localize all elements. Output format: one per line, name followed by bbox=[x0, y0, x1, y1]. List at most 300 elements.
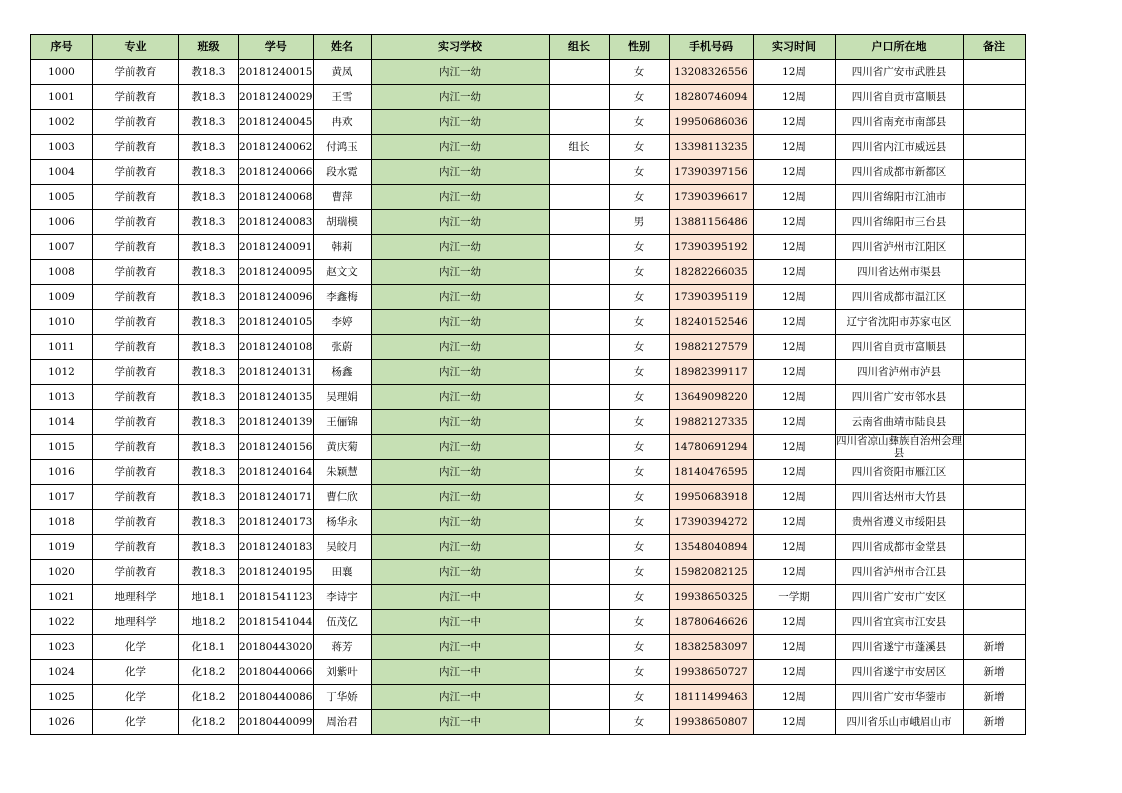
cell-student-id: 20181240108 bbox=[239, 335, 314, 360]
cell-remark bbox=[963, 85, 1025, 110]
header-major: 专业 bbox=[93, 35, 179, 60]
table-row bbox=[31, 710, 1026, 735]
cell-major: 学前教育 bbox=[93, 360, 179, 385]
cell-remark bbox=[963, 460, 1025, 485]
header-name: 姓名 bbox=[313, 35, 371, 60]
cell-student-id: 20180440086 bbox=[239, 685, 314, 710]
cell-remark bbox=[963, 160, 1025, 185]
cell-school: 内江一幼 bbox=[371, 485, 549, 510]
cell-class: 教18.3 bbox=[179, 485, 239, 510]
cell-major: 学前教育 bbox=[93, 235, 179, 260]
cell-class: 教18.3 bbox=[179, 235, 239, 260]
cell-name: 冉欢 bbox=[313, 110, 371, 135]
cell-leader bbox=[549, 310, 609, 335]
cell-gender: 女 bbox=[609, 485, 669, 510]
table-row bbox=[31, 185, 1026, 210]
cell-name: 韩莉 bbox=[313, 235, 371, 260]
cell-leader bbox=[549, 435, 609, 460]
cell-leader bbox=[549, 285, 609, 310]
cell-class: 教18.3 bbox=[179, 160, 239, 185]
cell-student-id: 20181240095 bbox=[239, 260, 314, 285]
cell-name: 付鸿玉 bbox=[313, 135, 371, 160]
cell-name: 刘紫叶 bbox=[313, 660, 371, 685]
cell-major: 学前教育 bbox=[93, 60, 179, 85]
cell-seq: 1001 bbox=[31, 85, 93, 110]
table-row bbox=[31, 485, 1026, 510]
cell-class: 教18.3 bbox=[179, 435, 239, 460]
cell-student-id: 20181240066 bbox=[239, 160, 314, 185]
cell-phone: 17390395119 bbox=[669, 285, 753, 310]
cell-seq: 1021 bbox=[31, 585, 93, 610]
cell-class: 教18.3 bbox=[179, 360, 239, 385]
cell-remark bbox=[963, 285, 1025, 310]
cell-gender: 女 bbox=[609, 385, 669, 410]
header-seq: 序号 bbox=[31, 35, 93, 60]
cell-class: 地18.2 bbox=[179, 610, 239, 635]
cell-seq: 1015 bbox=[31, 435, 93, 460]
cell-student-id: 20181240164 bbox=[239, 460, 314, 485]
cell-major: 化学 bbox=[93, 660, 179, 685]
cell-student-id: 20181240096 bbox=[239, 285, 314, 310]
cell-hometown: 贵州省遵义市绥阳县 bbox=[835, 510, 963, 535]
table-row bbox=[31, 85, 1026, 110]
cell-major: 学前教育 bbox=[93, 560, 179, 585]
cell-class: 教18.3 bbox=[179, 335, 239, 360]
cell-leader: 组长 bbox=[549, 135, 609, 160]
cell-hometown: 四川省遂宁市蓬溪县 bbox=[835, 635, 963, 660]
cell-remark: 新增 bbox=[963, 685, 1025, 710]
cell-period: 12周 bbox=[753, 660, 835, 685]
cell-gender: 男 bbox=[609, 210, 669, 235]
cell-seq: 1013 bbox=[31, 385, 93, 410]
cell-leader bbox=[549, 660, 609, 685]
cell-gender: 女 bbox=[609, 60, 669, 85]
cell-phone: 18780646626 bbox=[669, 610, 753, 635]
cell-leader bbox=[549, 685, 609, 710]
cell-period: 12周 bbox=[753, 260, 835, 285]
cell-remark bbox=[963, 435, 1025, 460]
cell-school: 内江一中 bbox=[371, 610, 549, 635]
cell-phone: 18982399117 bbox=[669, 360, 753, 385]
cell-seq: 1014 bbox=[31, 410, 93, 435]
cell-school: 内江一幼 bbox=[371, 310, 549, 335]
cell-school: 内江一幼 bbox=[371, 185, 549, 210]
cell-school: 内江一中 bbox=[371, 685, 549, 710]
cell-name: 蒋芳 bbox=[313, 635, 371, 660]
cell-remark bbox=[963, 210, 1025, 235]
cell-school: 内江一幼 bbox=[371, 335, 549, 360]
cell-leader bbox=[549, 260, 609, 285]
cell-phone: 13548040894 bbox=[669, 535, 753, 560]
cell-phone: 13398113235 bbox=[669, 135, 753, 160]
cell-name: 朱颖慧 bbox=[313, 460, 371, 485]
table-row bbox=[31, 535, 1026, 560]
cell-hometown: 四川省凉山彝族自治州会理县 bbox=[836, 435, 962, 459]
cell-major: 化学 bbox=[93, 685, 179, 710]
cell-hometown: 四川省绵阳市江油市 bbox=[835, 185, 963, 210]
cell-class: 化18.2 bbox=[179, 685, 239, 710]
cell-class: 教18.3 bbox=[179, 310, 239, 335]
cell-hometown: 四川省内江市威远县 bbox=[835, 135, 963, 160]
cell-major: 学前教育 bbox=[93, 210, 179, 235]
cell-period: 12周 bbox=[753, 310, 835, 335]
cell-hometown: 四川省绵阳市三台县 bbox=[835, 210, 963, 235]
header-phone: 手机号码 bbox=[669, 35, 753, 60]
cell-seq: 1012 bbox=[31, 360, 93, 385]
cell-name: 曹仁欣 bbox=[313, 485, 371, 510]
cell-leader bbox=[549, 635, 609, 660]
cell-phone: 17390397156 bbox=[669, 160, 753, 185]
cell-school: 内江一幼 bbox=[371, 460, 549, 485]
cell-seq: 1000 bbox=[31, 60, 93, 85]
cell-seq: 1025 bbox=[31, 685, 93, 710]
cell-hometown: 四川省成都市金堂县 bbox=[835, 535, 963, 560]
cell-major: 学前教育 bbox=[93, 260, 179, 285]
cell-school: 内江一幼 bbox=[371, 285, 549, 310]
cell-leader bbox=[549, 210, 609, 235]
cell-class: 教18.3 bbox=[179, 460, 239, 485]
table-row bbox=[31, 610, 1026, 635]
cell-hometown: 四川省泸州市合江县 bbox=[835, 560, 963, 585]
cell-leader bbox=[549, 160, 609, 185]
cell-seq: 1009 bbox=[31, 285, 93, 310]
cell-gender: 女 bbox=[609, 285, 669, 310]
cell-phone: 18280746094 bbox=[669, 85, 753, 110]
cell-period: 12周 bbox=[753, 410, 835, 435]
cell-phone: 13881156486 bbox=[669, 210, 753, 235]
cell-period: 12周 bbox=[753, 435, 835, 460]
table-row bbox=[31, 685, 1026, 710]
cell-phone: 19950683918 bbox=[669, 485, 753, 510]
cell-gender: 女 bbox=[609, 585, 669, 610]
cell-school: 内江一幼 bbox=[371, 210, 549, 235]
cell-remark bbox=[963, 185, 1025, 210]
cell-seq: 1002 bbox=[31, 110, 93, 135]
table-row bbox=[31, 210, 1026, 235]
cell-class: 教18.3 bbox=[179, 135, 239, 160]
cell-phone: 13649098220 bbox=[669, 385, 753, 410]
cell-seq: 1017 bbox=[31, 485, 93, 510]
cell-name: 杨华永 bbox=[313, 510, 371, 535]
cell-name: 吴理娟 bbox=[313, 385, 371, 410]
cell-leader bbox=[549, 410, 609, 435]
cell-seq: 1016 bbox=[31, 460, 93, 485]
cell-school: 内江一幼 bbox=[371, 510, 549, 535]
cell-remark bbox=[963, 260, 1025, 285]
cell-period: 12周 bbox=[753, 110, 835, 135]
cell-leader bbox=[549, 85, 609, 110]
header-student-id: 学号 bbox=[239, 35, 314, 60]
cell-student-id: 20181541044 bbox=[239, 610, 314, 635]
cell-seq: 1018 bbox=[31, 510, 93, 535]
cell-gender: 女 bbox=[609, 410, 669, 435]
cell-school: 内江一幼 bbox=[371, 260, 549, 285]
cell-student-id: 20181240131 bbox=[239, 360, 314, 385]
cell-major: 学前教育 bbox=[93, 510, 179, 535]
cell-gender: 女 bbox=[609, 85, 669, 110]
cell-remark bbox=[963, 560, 1025, 585]
cell-period: 12周 bbox=[753, 160, 835, 185]
table-row bbox=[31, 660, 1026, 685]
cell-school: 内江一幼 bbox=[371, 360, 549, 385]
cell-school: 内江一幼 bbox=[371, 410, 549, 435]
cell-phone: 19950686036 bbox=[669, 110, 753, 135]
cell-phone: 17390395192 bbox=[669, 235, 753, 260]
cell-student-id: 20181240135 bbox=[239, 385, 314, 410]
cell-seq: 1024 bbox=[31, 660, 93, 685]
cell-hometown: 四川省自贡市富顺县 bbox=[835, 85, 963, 110]
cell-major: 地理科学 bbox=[93, 585, 179, 610]
cell-seq: 1023 bbox=[31, 635, 93, 660]
cell-leader bbox=[549, 335, 609, 360]
cell-school: 内江一中 bbox=[371, 660, 549, 685]
cell-gender: 女 bbox=[609, 610, 669, 635]
cell-seq: 1006 bbox=[31, 210, 93, 235]
table-row bbox=[31, 435, 1026, 460]
cell-phone: 17390394272 bbox=[669, 510, 753, 535]
cell-hometown: 云南省曲靖市陆良县 bbox=[835, 410, 963, 435]
cell-student-id: 20181240139 bbox=[239, 410, 314, 435]
cell-name: 田襄 bbox=[313, 560, 371, 585]
cell-phone: 19938650807 bbox=[669, 710, 753, 735]
cell-leader bbox=[549, 185, 609, 210]
cell-seq: 1010 bbox=[31, 310, 93, 335]
cell-period: 12周 bbox=[753, 385, 835, 410]
header-school: 实习学校 bbox=[371, 35, 549, 60]
cell-class: 教18.3 bbox=[179, 185, 239, 210]
cell-name: 吴皎月 bbox=[313, 535, 371, 560]
cell-class: 教18.3 bbox=[179, 560, 239, 585]
cell-remark: 新增 bbox=[963, 660, 1025, 685]
cell-period: 12周 bbox=[753, 485, 835, 510]
cell-gender: 女 bbox=[609, 435, 669, 460]
cell-class: 教18.3 bbox=[179, 535, 239, 560]
cell-class: 教18.3 bbox=[179, 85, 239, 110]
cell-remark bbox=[963, 385, 1025, 410]
cell-remark bbox=[963, 485, 1025, 510]
cell-student-id: 20181240015 bbox=[239, 60, 314, 85]
cell-name: 周治君 bbox=[313, 710, 371, 735]
cell-phone: 13208326556 bbox=[669, 60, 753, 85]
cell-hometown: 四川省遂宁市安居区 bbox=[835, 660, 963, 685]
table-body bbox=[31, 60, 1026, 735]
cell-period: 12周 bbox=[753, 335, 835, 360]
cell-phone: 15982082125 bbox=[669, 560, 753, 585]
cell-leader bbox=[549, 360, 609, 385]
cell-remark bbox=[963, 235, 1025, 260]
cell-seq: 1004 bbox=[31, 160, 93, 185]
cell-gender: 女 bbox=[609, 685, 669, 710]
cell-remark bbox=[963, 110, 1025, 135]
table-row bbox=[31, 410, 1026, 435]
cell-seq: 1003 bbox=[31, 135, 93, 160]
cell-major: 地理科学 bbox=[93, 610, 179, 635]
cell-class: 地18.1 bbox=[179, 585, 239, 610]
cell-remark bbox=[963, 510, 1025, 535]
cell-gender: 女 bbox=[609, 660, 669, 685]
cell-seq: 1019 bbox=[31, 535, 93, 560]
cell-hometown: 四川省乐山市峨眉山市 bbox=[835, 710, 963, 735]
cell-remark: 新增 bbox=[963, 635, 1025, 660]
cell-name: 黄凤 bbox=[313, 60, 371, 85]
table-row bbox=[31, 60, 1026, 85]
cell-student-id: 20180443020 bbox=[239, 635, 314, 660]
cell-remark bbox=[963, 360, 1025, 385]
cell-seq: 1011 bbox=[31, 335, 93, 360]
cell-major: 学前教育 bbox=[93, 460, 179, 485]
cell-gender: 女 bbox=[609, 135, 669, 160]
cell-seq: 1026 bbox=[31, 710, 93, 735]
cell-hometown: 四川省泸州市江阳区 bbox=[835, 235, 963, 260]
cell-remark bbox=[963, 135, 1025, 160]
cell-hometown: 四川省广安市邻水县 bbox=[835, 385, 963, 410]
table-row bbox=[31, 335, 1026, 360]
cell-seq: 1007 bbox=[31, 235, 93, 260]
header-gender: 性别 bbox=[609, 35, 669, 60]
cell-period: 12周 bbox=[753, 210, 835, 235]
cell-hometown: 四川省广安市华蓥市 bbox=[835, 685, 963, 710]
cell-leader bbox=[549, 460, 609, 485]
cell-class: 教18.3 bbox=[179, 110, 239, 135]
cell-period: 12周 bbox=[753, 185, 835, 210]
cell-gender: 女 bbox=[609, 235, 669, 260]
cell-leader bbox=[549, 385, 609, 410]
cell-class: 教18.3 bbox=[179, 410, 239, 435]
cell-student-id: 20181240171 bbox=[239, 485, 314, 510]
cell-school: 内江一中 bbox=[371, 635, 549, 660]
cell-hometown: 辽宁省沈阳市苏家屯区 bbox=[835, 310, 963, 335]
cell-gender: 女 bbox=[609, 260, 669, 285]
cell-name: 赵文文 bbox=[313, 260, 371, 285]
cell-class: 教18.3 bbox=[179, 510, 239, 535]
cell-phone: 18111499463 bbox=[669, 685, 753, 710]
cell-period: 一学期 bbox=[753, 585, 835, 610]
cell-remark bbox=[963, 535, 1025, 560]
cell-leader bbox=[549, 485, 609, 510]
cell-student-id: 20181240173 bbox=[239, 510, 314, 535]
table-row bbox=[31, 110, 1026, 135]
cell-student-id: 20181240195 bbox=[239, 560, 314, 585]
cell-student-id: 20181240156 bbox=[239, 435, 314, 460]
header-leader: 组长 bbox=[549, 35, 609, 60]
cell-student-id: 20181541123 bbox=[239, 585, 314, 610]
cell-leader bbox=[549, 560, 609, 585]
cell-major: 学前教育 bbox=[93, 435, 179, 460]
cell-hometown: 四川省宜宾市江安县 bbox=[835, 610, 963, 635]
cell-school: 内江一幼 bbox=[371, 110, 549, 135]
cell-phone: 17390396617 bbox=[669, 185, 753, 210]
cell-major: 学前教育 bbox=[93, 285, 179, 310]
student-internship-table bbox=[30, 34, 1026, 735]
cell-name: 黄庆菊 bbox=[313, 435, 371, 460]
cell-seq: 1005 bbox=[31, 185, 93, 210]
cell-phone: 18140476595 bbox=[669, 460, 753, 485]
cell-hometown: 四川省广安市武胜县 bbox=[835, 60, 963, 85]
cell-period: 12周 bbox=[753, 510, 835, 535]
table-row bbox=[31, 235, 1026, 260]
cell-period: 12周 bbox=[753, 135, 835, 160]
cell-name: 胡瑞模 bbox=[313, 210, 371, 235]
cell-remark bbox=[963, 335, 1025, 360]
table-row bbox=[31, 560, 1026, 585]
table-row bbox=[31, 510, 1026, 535]
cell-name: 曹萍 bbox=[313, 185, 371, 210]
cell-school: 内江一幼 bbox=[371, 235, 549, 260]
header-hometown: 户口所在地 bbox=[835, 35, 963, 60]
cell-phone: 18382583097 bbox=[669, 635, 753, 660]
cell-class: 化18.2 bbox=[179, 710, 239, 735]
cell-major: 学前教育 bbox=[93, 335, 179, 360]
cell-class: 教18.3 bbox=[179, 260, 239, 285]
cell-student-id: 20181240183 bbox=[239, 535, 314, 560]
cell-gender: 女 bbox=[609, 160, 669, 185]
cell-student-id: 20181240068 bbox=[239, 185, 314, 210]
cell-major: 学前教育 bbox=[93, 485, 179, 510]
table-row bbox=[31, 260, 1026, 285]
cell-student-id: 20181240045 bbox=[239, 110, 314, 135]
cell-gender: 女 bbox=[609, 360, 669, 385]
cell-school: 内江一幼 bbox=[371, 85, 549, 110]
cell-class: 教18.3 bbox=[179, 60, 239, 85]
cell-leader bbox=[549, 110, 609, 135]
cell-gender: 女 bbox=[609, 110, 669, 135]
cell-major: 学前教育 bbox=[93, 110, 179, 135]
cell-gender: 女 bbox=[609, 710, 669, 735]
cell-major: 学前教育 bbox=[93, 185, 179, 210]
cell-major: 学前教育 bbox=[93, 160, 179, 185]
table-row bbox=[31, 160, 1026, 185]
cell-gender: 女 bbox=[609, 510, 669, 535]
cell-period: 12周 bbox=[753, 60, 835, 85]
cell-name: 杨鑫 bbox=[313, 360, 371, 385]
cell-phone: 19882127335 bbox=[669, 410, 753, 435]
cell-period: 12周 bbox=[753, 235, 835, 260]
cell-major: 学前教育 bbox=[93, 310, 179, 335]
cell-major: 化学 bbox=[93, 710, 179, 735]
cell-gender: 女 bbox=[609, 635, 669, 660]
cell-seq: 1008 bbox=[31, 260, 93, 285]
cell-seq: 1022 bbox=[31, 610, 93, 635]
cell-school: 内江一幼 bbox=[371, 535, 549, 560]
cell-gender: 女 bbox=[609, 535, 669, 560]
cell-leader bbox=[549, 235, 609, 260]
cell-name: 伍茂亿 bbox=[313, 610, 371, 635]
table-row bbox=[31, 285, 1026, 310]
table-row bbox=[31, 635, 1026, 660]
cell-leader bbox=[549, 585, 609, 610]
cell-student-id: 20181240091 bbox=[239, 235, 314, 260]
cell-major: 化学 bbox=[93, 635, 179, 660]
cell-school: 内江一中 bbox=[371, 585, 549, 610]
cell-remark bbox=[963, 410, 1025, 435]
header-row bbox=[31, 35, 1026, 60]
cell-student-id: 20181240105 bbox=[239, 310, 314, 335]
cell-phone: 18240152546 bbox=[669, 310, 753, 335]
cell-class: 化18.1 bbox=[179, 635, 239, 660]
cell-major: 学前教育 bbox=[93, 535, 179, 560]
cell-class: 教18.3 bbox=[179, 285, 239, 310]
cell-period: 12周 bbox=[753, 685, 835, 710]
cell-name: 王雪 bbox=[313, 85, 371, 110]
cell-period: 12周 bbox=[753, 610, 835, 635]
cell-major: 学前教育 bbox=[93, 410, 179, 435]
cell-hometown: 四川省成都市新都区 bbox=[835, 160, 963, 185]
cell-class: 教18.3 bbox=[179, 385, 239, 410]
cell-remark bbox=[963, 60, 1025, 85]
cell-leader bbox=[549, 510, 609, 535]
table-row bbox=[31, 360, 1026, 385]
cell-student-id: 20181240029 bbox=[239, 85, 314, 110]
